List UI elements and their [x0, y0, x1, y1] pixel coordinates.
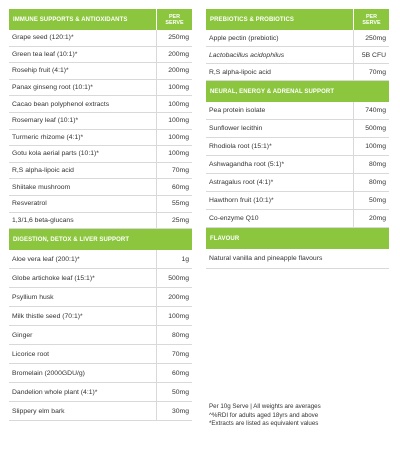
ingredient-amount: 250mg: [353, 30, 389, 46]
ingredient-amount: 740mg: [353, 102, 389, 119]
ingredient-name: Dandelion whole plant (4:1)*: [12, 388, 98, 396]
ingredient-amount: 80mg: [156, 326, 192, 344]
ingredient-amount: 100mg: [156, 96, 192, 112]
table-row: [9, 269, 192, 288]
ingredient-amount: 70mg: [353, 64, 389, 80]
digestion-section-header: [9, 229, 192, 250]
table-row: [206, 210, 389, 228]
ingredient-name: Pea protein isolate: [209, 107, 266, 114]
prebiotics-table: [206, 30, 389, 81]
table-row: [9, 63, 192, 80]
ingredient-name: Hawthorn fruit (10:1)*: [209, 197, 274, 204]
ingredient-name: Sunflower lecithin: [209, 125, 263, 132]
table-row: [206, 174, 389, 192]
immune-table: [9, 30, 192, 229]
ingredient-amount: 70mg: [156, 163, 192, 179]
ingredient-amount: 60mg: [156, 179, 192, 195]
table-row: [9, 80, 192, 97]
prebiotics-section-title: PREBIOTICS & PROBIOTICS: [210, 16, 294, 23]
table-row: [9, 307, 192, 326]
table-row: [9, 179, 192, 196]
ingredient-name: Turmeric rhizome (4:1)*: [12, 133, 84, 141]
table-row: [9, 345, 192, 364]
table-row: [9, 288, 192, 307]
ingredient-name: Milk thistle seed (70:1)*: [12, 312, 83, 320]
ingredient-name: Cacao bean polyphenol extracts: [12, 100, 110, 108]
ingredient-name: Lactobacillus acidophilus: [209, 51, 285, 59]
table-row: [9, 130, 192, 147]
per-serve-heading: PER SERVE: [353, 9, 389, 30]
ingredient-amount: 60mg: [156, 364, 192, 382]
ingredient-name: Panax ginseng root (10:1)*: [12, 84, 93, 92]
ingredient-name: 1,3/1,6 beta-glucans: [12, 216, 74, 224]
immune-section-title: IMMUNE SUPPORTS & ANTIOXIDANTS: [13, 16, 128, 23]
table-row: [206, 192, 389, 210]
right-column: [206, 9, 389, 269]
footnote-extracts: *Extracts are listed as equivalent values: [209, 420, 319, 428]
ingredient-amount: 100mg: [156, 130, 192, 146]
table-row: [9, 163, 192, 180]
ingredient-amount: 500mg: [156, 269, 192, 287]
ingredient-amount: 30mg: [156, 402, 192, 420]
flavour-description: Natural vanilla and pineapple flavours: [206, 249, 389, 269]
ingredient-amount: 500mg: [353, 120, 389, 137]
ingredient-amount: 5B CFU: [353, 47, 389, 63]
table-row: [9, 383, 192, 402]
neural-section-title: NEURAL, ENERGY & ADRENAL SUPPORT: [210, 88, 335, 95]
table-row: [206, 156, 389, 174]
neural-section-header: [206, 81, 389, 102]
neural-table: [206, 102, 389, 228]
table-row: [206, 138, 389, 156]
ingredient-name: Aloe vera leaf (200:1)*: [12, 255, 80, 263]
left-column: [9, 9, 192, 421]
table-row: [206, 47, 389, 64]
ingredient-amount: 50mg: [353, 192, 389, 209]
table-row: [9, 96, 192, 113]
table-row: [9, 146, 192, 163]
table-row: [9, 30, 192, 47]
digestion-section-title: DIGESTION, DETOX & LIVER SUPPORT: [13, 236, 130, 243]
ingredient-amount: 100mg: [156, 113, 192, 129]
ingredient-amount: 200mg: [156, 47, 192, 63]
table-row: [206, 64, 389, 81]
digestion-table: [9, 250, 192, 421]
ingredient-amount: 80mg: [353, 156, 389, 173]
ingredient-name: Rosemary leaf (10:1)*: [12, 117, 79, 125]
ingredient-amount: 100mg: [156, 80, 192, 96]
table-row: [9, 196, 192, 213]
ingredient-amount: 1g: [156, 250, 192, 268]
footnote-rdi: ^%RDI for adults aged 18yrs and above: [209, 411, 319, 419]
ingredient-name: Green tea leaf (10:1)*: [12, 50, 78, 58]
ingredient-amount: 100mg: [353, 138, 389, 155]
footnotes: [209, 403, 321, 429]
ingredient-name: Astragalus root (4:1)*: [209, 179, 274, 186]
ingredient-name: Gotu kola aerial parts (10:1)*: [12, 150, 99, 158]
ingredient-amount: 200mg: [156, 63, 192, 79]
table-row: [206, 120, 389, 138]
ingredient-amount: 80mg: [353, 174, 389, 191]
table-row: [9, 47, 192, 64]
ingredient-amount: 100mg: [156, 146, 192, 162]
ingredient-name: Licorice root: [12, 350, 50, 358]
ingredient-name: Ashwagandha root (5:1)*: [209, 161, 285, 168]
ingredient-name: Bromelain (2000GDU/g): [12, 369, 85, 377]
ingredient-name: Apple pectin (prebiotic): [209, 34, 279, 42]
ingredient-name: Resveratrol: [12, 200, 47, 208]
flavour-section-header: [206, 228, 389, 249]
ingredient-amount: 25mg: [156, 213, 192, 229]
table-row: [9, 402, 192, 421]
ingredient-name: R,S alpha-lipoic acid: [209, 68, 271, 76]
table-row: [9, 113, 192, 130]
footnote-serve: Per 10g Serve | All weights are averages: [209, 403, 321, 410]
ingredient-amount: 55mg: [156, 196, 192, 212]
immune-section-header: [9, 9, 192, 30]
table-row: [9, 250, 192, 269]
table-row: [206, 102, 389, 120]
flavour-section-title: FLAVOUR: [210, 235, 240, 242]
table-row: [9, 364, 192, 383]
per-serve-heading: PER SERVE: [156, 9, 192, 30]
ingredient-name: Rhodiola root (15:1)*: [209, 143, 272, 150]
ingredient-name: Globe artichoke leaf (15:1)*: [12, 274, 95, 282]
ingredient-name: R,S alpha-lipoic acid: [12, 167, 74, 175]
ingredient-name: Co-enzyme Q10: [209, 215, 259, 222]
ingredient-name: Grape seed (120:1)*: [12, 34, 74, 42]
ingredient-amount: 20mg: [353, 210, 389, 227]
ingredient-amount: 50mg: [156, 383, 192, 401]
ingredient-name: Psyllium husk: [12, 293, 54, 301]
table-row: [9, 213, 192, 230]
ingredient-name: Rosehip fruit (4:1)*: [12, 67, 69, 75]
ingredient-amount: 200mg: [156, 288, 192, 306]
prebiotics-section-header: [206, 9, 389, 30]
ingredient-name: Slippery elm bark: [12, 407, 65, 415]
ingredient-amount: 70mg: [156, 345, 192, 363]
table-row: [206, 30, 389, 47]
ingredient-amount: 250mg: [156, 30, 192, 46]
table-row: [9, 326, 192, 345]
ingredient-name: Shiitake mushroom: [12, 183, 71, 191]
ingredient-name: Ginger: [12, 331, 33, 339]
ingredient-amount: 100mg: [156, 307, 192, 325]
